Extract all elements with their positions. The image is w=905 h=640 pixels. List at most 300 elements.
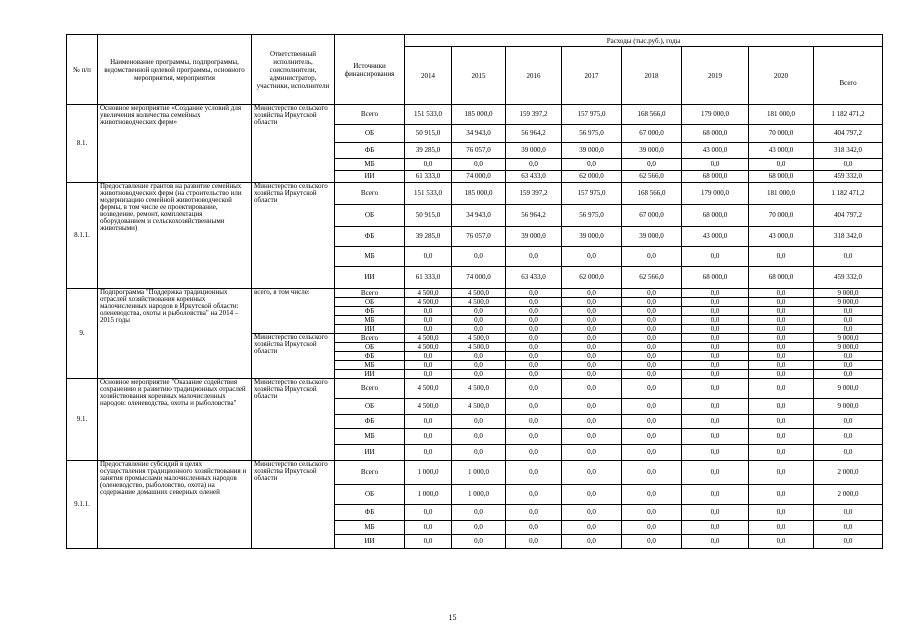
year-value: 0,0 — [622, 461, 682, 485]
year-value: 39 000,0 — [562, 227, 622, 247]
year-value: 0,0 — [749, 461, 814, 485]
year-value: 159 397,2 — [506, 183, 562, 205]
funding-source: Всего — [335, 105, 405, 125]
total-value: 2 000,0 — [814, 485, 883, 505]
total-value: 9 000,0 — [814, 399, 883, 415]
year-value: 0,0 — [452, 370, 506, 379]
year-value: 0,0 — [452, 159, 506, 171]
year-value: 181 000,0 — [749, 183, 814, 205]
year-value: 74 000,0 — [452, 267, 506, 289]
year-value: 39 285,0 — [405, 227, 452, 247]
row-number: 9.1.1. — [67, 461, 98, 549]
responsible-executor: Министерство сельского хозяйства Иркутской области — [254, 460, 328, 482]
funding-source: ИИ — [335, 370, 405, 379]
year-value: 0,0 — [622, 535, 682, 549]
year-value: 62 000,0 — [562, 267, 622, 289]
year-value: 0,0 — [622, 343, 682, 352]
year-value: 0,0 — [562, 415, 622, 429]
funding-source: Всего — [335, 461, 405, 485]
table-row — [67, 289, 883, 298]
year-value: 0,0 — [452, 535, 506, 549]
total-value: 0,0 — [814, 307, 883, 316]
funding-source: ОБ — [335, 343, 405, 352]
year-value: 61 333,0 — [405, 267, 452, 289]
year-value: 68 000,0 — [749, 267, 814, 289]
total-value: 318 342,0 — [814, 227, 883, 247]
year-value: 0,0 — [682, 461, 749, 485]
year-value: 0,0 — [562, 535, 622, 549]
year-value: 0,0 — [682, 379, 749, 399]
year-value: 0,0 — [506, 521, 562, 535]
year-value: 157 975,0 — [562, 183, 622, 205]
year-value: 43 000,0 — [682, 143, 749, 159]
page-number: 15 — [448, 613, 457, 622]
responsible-cell — [252, 334, 335, 379]
total-value: 0,0 — [814, 429, 883, 445]
funding-source: МБ — [335, 159, 405, 171]
year-value: 1 000,0 — [405, 485, 452, 505]
funding-source: МБ — [335, 521, 405, 535]
year-value: 56 975,0 — [562, 205, 622, 227]
funding-source: ФБ — [335, 227, 405, 247]
year-value: 0,0 — [749, 535, 814, 549]
year-value: 62 566,0 — [622, 267, 682, 289]
year-value: 185 000,0 — [452, 105, 506, 125]
year-value: 56 975,0 — [562, 125, 622, 143]
year-value: 0,0 — [622, 289, 682, 298]
year-value: 0,0 — [749, 334, 814, 343]
year-value: 4 500,0 — [452, 334, 506, 343]
total-value: 459 332,0 — [814, 171, 883, 183]
year-value: 0,0 — [749, 298, 814, 307]
responsible-executor: всего, в том числе: — [254, 288, 310, 296]
funding-source: ФБ — [335, 143, 405, 159]
table-header — [67, 35, 883, 105]
year-value: 0,0 — [622, 521, 682, 535]
year-value: 0,0 — [405, 307, 452, 316]
year-value: 0,0 — [452, 415, 506, 429]
year-value: 0,0 — [506, 289, 562, 298]
funding-source: ИИ — [335, 535, 405, 549]
total-value: 0,0 — [814, 535, 883, 549]
responsible-cell — [252, 105, 335, 183]
year-value: 76 057,0 — [452, 227, 506, 247]
total-value: 0,0 — [814, 325, 883, 334]
year-value: 62 566,0 — [622, 171, 682, 183]
funding-source: ОБ — [335, 298, 405, 307]
year-value: 0,0 — [622, 159, 682, 171]
year-value: 0,0 — [506, 415, 562, 429]
year-value: 0,0 — [452, 247, 506, 267]
funding-source: ФБ — [335, 307, 405, 316]
year-value: 68 000,0 — [682, 125, 749, 143]
year-value: 1 000,0 — [452, 485, 506, 505]
year-value: 70 000,0 — [749, 125, 814, 143]
year-value: 0,0 — [405, 370, 452, 379]
total-value: 0,0 — [814, 521, 883, 535]
year-value: 0,0 — [622, 399, 682, 415]
total-value: 2 000,0 — [814, 461, 883, 485]
year-value: 181 000,0 — [749, 105, 814, 125]
year-value: 0,0 — [506, 461, 562, 485]
total-value: 318 342,0 — [814, 143, 883, 159]
year-value: 0,0 — [682, 352, 749, 361]
year-value: 0,0 — [452, 445, 506, 461]
year-value: 0,0 — [405, 325, 452, 334]
year-value: 151 533,0 — [405, 105, 452, 125]
year-value: 0,0 — [405, 352, 452, 361]
year-value: 56 964,2 — [506, 205, 562, 227]
year-value: 70 000,0 — [749, 205, 814, 227]
year-value: 0,0 — [506, 316, 562, 325]
funding-source: ФБ — [335, 352, 405, 361]
year-value: 0,0 — [682, 370, 749, 379]
item-name: Подпрограмма "Поддержка традиционных отраслей хозяйствования коренных малочисленных народов в Иркутской области: оленеводства, охоты и рыболовства" на 2014 – 2015 годы — [100, 288, 239, 324]
year-value: 0,0 — [622, 445, 682, 461]
year-value: 0,0 — [506, 370, 562, 379]
year-value: 39 000,0 — [506, 143, 562, 159]
funding-source: Всего — [335, 334, 405, 343]
header-year: 2017 — [562, 47, 622, 105]
year-value: 0,0 — [452, 325, 506, 334]
year-value: 0,0 — [452, 361, 506, 370]
year-value: 39 000,0 — [622, 227, 682, 247]
funding-source: ОБ — [335, 205, 405, 227]
funding-source: ИИ — [335, 325, 405, 334]
year-value: 0,0 — [506, 379, 562, 399]
header-num: № п/п — [67, 35, 98, 105]
funding-source: ОБ — [335, 485, 405, 505]
year-value: 168 566,0 — [622, 183, 682, 205]
year-value: 0,0 — [622, 505, 682, 521]
total-value: 1 182 471,2 — [814, 105, 883, 125]
responsible-cell — [252, 183, 335, 289]
header-year: 2018 — [622, 47, 682, 105]
responsible-cell — [252, 379, 335, 461]
total-value: 0,0 — [814, 316, 883, 325]
year-value: 0,0 — [562, 307, 622, 316]
responsible-executor: Министерство сельского хозяйства Иркутской области — [254, 182, 328, 204]
year-value: 0,0 — [562, 505, 622, 521]
year-value: 179 000,0 — [682, 183, 749, 205]
row-number: 8.1.1. — [67, 183, 98, 289]
year-value: 0,0 — [506, 247, 562, 267]
header-total: Всего — [814, 47, 883, 105]
year-value: 39 000,0 — [562, 143, 622, 159]
year-value: 0,0 — [562, 159, 622, 171]
funding-source: МБ — [335, 429, 405, 445]
year-value: 0,0 — [682, 307, 749, 316]
year-value: 0,0 — [682, 445, 749, 461]
year-value: 68 000,0 — [682, 205, 749, 227]
year-value: 0,0 — [622, 415, 682, 429]
table-body — [67, 105, 883, 549]
total-value: 0,0 — [814, 159, 883, 171]
year-value: 0,0 — [405, 316, 452, 325]
year-value: 0,0 — [562, 247, 622, 267]
year-value: 0,0 — [506, 352, 562, 361]
year-value: 0,0 — [749, 247, 814, 267]
year-value: 4 500,0 — [452, 298, 506, 307]
year-value: 185 000,0 — [452, 183, 506, 205]
year-value: 0,0 — [405, 415, 452, 429]
total-value: 404 797,2 — [814, 125, 883, 143]
total-value: 0,0 — [814, 352, 883, 361]
year-value: 0,0 — [562, 316, 622, 325]
year-value: 0,0 — [562, 370, 622, 379]
year-value: 0,0 — [622, 298, 682, 307]
year-value: 0,0 — [749, 325, 814, 334]
year-value: 4 500,0 — [452, 379, 506, 399]
year-value: 0,0 — [682, 415, 749, 429]
year-value: 157 975,0 — [562, 105, 622, 125]
year-value: 168 566,0 — [622, 105, 682, 125]
year-value: 0,0 — [622, 247, 682, 267]
year-value: 61 333,0 — [405, 171, 452, 183]
item-name-cell — [98, 289, 252, 379]
year-value: 62 000,0 — [562, 171, 622, 183]
year-value: 0,0 — [622, 352, 682, 361]
year-value: 0,0 — [749, 316, 814, 325]
year-value: 0,0 — [622, 429, 682, 445]
year-value: 0,0 — [506, 361, 562, 370]
table-row — [67, 461, 883, 485]
year-value: 151 533,0 — [405, 183, 452, 205]
year-value: 0,0 — [749, 343, 814, 352]
year-value: 0,0 — [452, 352, 506, 361]
year-value: 0,0 — [682, 505, 749, 521]
year-value: 4 500,0 — [405, 289, 452, 298]
year-value: 0,0 — [622, 485, 682, 505]
year-value: 43 000,0 — [749, 143, 814, 159]
header-year: 2016 — [506, 47, 562, 105]
item-name-cell — [98, 183, 252, 289]
year-value: 0,0 — [622, 316, 682, 325]
year-value: 0,0 — [506, 325, 562, 334]
year-value: 179 000,0 — [682, 105, 749, 125]
year-value: 0,0 — [562, 361, 622, 370]
responsible-cell — [252, 461, 335, 549]
year-value: 0,0 — [562, 289, 622, 298]
year-value: 0,0 — [682, 159, 749, 171]
header-name: Наименование программы, подпрограммы, ведомственной целевой программы, основного мероприятия, мероприятия — [98, 35, 252, 105]
responsible-executor: Министерство сельского хозяйства Иркутской области — [254, 378, 328, 400]
year-value: 0,0 — [749, 521, 814, 535]
total-value: 0,0 — [814, 415, 883, 429]
year-value: 1 000,0 — [405, 461, 452, 485]
year-value: 0,0 — [749, 445, 814, 461]
year-value: 67 000,0 — [622, 205, 682, 227]
year-value: 0,0 — [749, 429, 814, 445]
year-value: 50 915,0 — [405, 125, 452, 143]
year-value: 4 500,0 — [405, 379, 452, 399]
year-value: 68 000,0 — [682, 171, 749, 183]
year-value: 74 000,0 — [452, 171, 506, 183]
year-value: 68 000,0 — [749, 171, 814, 183]
row-number: 8.1. — [67, 105, 98, 183]
year-value: 0,0 — [749, 352, 814, 361]
year-value: 0,0 — [452, 307, 506, 316]
year-value: 0,0 — [506, 485, 562, 505]
funding-source: ОБ — [335, 125, 405, 143]
year-value: 0,0 — [452, 505, 506, 521]
year-value: 0,0 — [562, 445, 622, 461]
header-sources: Источники финансирования — [335, 35, 405, 105]
row-number: 9.1. — [67, 379, 98, 461]
year-value: 0,0 — [682, 343, 749, 352]
year-value: 0,0 — [506, 429, 562, 445]
year-value: 43 000,0 — [682, 227, 749, 247]
item-name-cell — [98, 379, 252, 461]
year-value: 0,0 — [506, 334, 562, 343]
funding-source: ИИ — [335, 267, 405, 289]
year-value: 0,0 — [682, 521, 749, 535]
funding-source: ФБ — [335, 415, 405, 429]
total-value: 0,0 — [814, 361, 883, 370]
item-name: Предоставление субсидий в целях осуществления традиционного хозяйствования и занятия промыслами малочисленных народов (оленеводство, рыболовство, охота) на содержание домашних северных оленей — [100, 460, 247, 496]
year-value: 0,0 — [452, 316, 506, 325]
year-value: 67 000,0 — [622, 125, 682, 143]
year-value: 0,0 — [682, 289, 749, 298]
year-value: 0,0 — [682, 361, 749, 370]
year-value: 0,0 — [405, 521, 452, 535]
year-value: 68 000,0 — [682, 267, 749, 289]
year-value: 4 500,0 — [405, 399, 452, 415]
year-value: 0,0 — [749, 361, 814, 370]
year-value: 0,0 — [405, 505, 452, 521]
year-value: 0,0 — [562, 352, 622, 361]
year-value: 0,0 — [452, 429, 506, 445]
year-value: 0,0 — [622, 361, 682, 370]
year-value: 0,0 — [749, 415, 814, 429]
year-value: 56 964,2 — [506, 125, 562, 143]
year-value: 0,0 — [506, 399, 562, 415]
total-value: 0,0 — [814, 445, 883, 461]
year-value: 63 433,0 — [506, 267, 562, 289]
year-value: 0,0 — [682, 429, 749, 445]
table-row — [67, 105, 883, 125]
funding-source: МБ — [335, 361, 405, 370]
year-value: 39 000,0 — [622, 143, 682, 159]
header-year: 2020 — [749, 47, 814, 105]
header-responsible: Ответственный исполнитель, соисполнители, администратор, участники, исполнители — [252, 35, 335, 105]
year-value: 1 000,0 — [452, 461, 506, 485]
year-value: 0,0 — [682, 485, 749, 505]
total-value: 0,0 — [814, 505, 883, 521]
year-value: 0,0 — [749, 399, 814, 415]
year-value: 43 000,0 — [749, 227, 814, 247]
year-value: 0,0 — [682, 247, 749, 267]
year-value: 0,0 — [749, 159, 814, 171]
year-value: 0,0 — [749, 485, 814, 505]
year-value: 0,0 — [622, 379, 682, 399]
total-value: 9 000,0 — [814, 289, 883, 298]
header-expenses: Расходы (тыс.руб.), годы — [405, 35, 883, 47]
year-value: 0,0 — [506, 298, 562, 307]
year-value: 0,0 — [622, 334, 682, 343]
funding-source: МБ — [335, 247, 405, 267]
total-value: 9 000,0 — [814, 343, 883, 352]
responsible-executor: Министерство сельского хозяйства Иркутской области — [254, 104, 328, 126]
year-value: 0,0 — [506, 505, 562, 521]
year-value: 34 943,0 — [452, 205, 506, 227]
total-value: 9 000,0 — [814, 379, 883, 399]
year-value: 0,0 — [622, 370, 682, 379]
year-value: 0,0 — [562, 298, 622, 307]
item-name-cell — [98, 461, 252, 549]
year-value: 4 500,0 — [405, 343, 452, 352]
year-value: 0,0 — [405, 159, 452, 171]
header-year: 2015 — [452, 47, 506, 105]
year-value: 0,0 — [749, 379, 814, 399]
year-value: 0,0 — [562, 521, 622, 535]
item-name-cell — [98, 105, 252, 183]
year-value: 34 943,0 — [452, 125, 506, 143]
header-year: 2014 — [405, 47, 452, 105]
funding-source: ФБ — [335, 505, 405, 521]
year-value: 4 500,0 — [452, 399, 506, 415]
year-value: 0,0 — [452, 521, 506, 535]
year-value: 50 915,0 — [405, 205, 452, 227]
funding-source: Всего — [335, 183, 405, 205]
year-value: 0,0 — [622, 325, 682, 334]
year-value: 0,0 — [506, 535, 562, 549]
funding-source: ИИ — [335, 445, 405, 461]
total-value: 404 797,2 — [814, 205, 883, 227]
year-value: 63 433,0 — [506, 171, 562, 183]
year-value: 0,0 — [682, 325, 749, 334]
year-value: 0,0 — [682, 334, 749, 343]
year-value: 4 500,0 — [452, 289, 506, 298]
total-value: 1 182 471,2 — [814, 183, 883, 205]
year-value: 0,0 — [622, 307, 682, 316]
year-value: 0,0 — [506, 445, 562, 461]
year-value: 0,0 — [506, 343, 562, 352]
total-value: 9 000,0 — [814, 298, 883, 307]
total-value: 459 332,0 — [814, 267, 883, 289]
total-value: 0,0 — [814, 247, 883, 267]
year-value: 0,0 — [749, 370, 814, 379]
row-number: 9. — [67, 289, 98, 379]
year-value: 0,0 — [405, 247, 452, 267]
year-value: 0,0 — [562, 399, 622, 415]
year-value: 0,0 — [562, 461, 622, 485]
year-value: 0,0 — [506, 307, 562, 316]
year-value: 0,0 — [749, 505, 814, 521]
table-row — [67, 379, 883, 399]
year-value: 4 500,0 — [405, 298, 452, 307]
year-value: 0,0 — [405, 361, 452, 370]
year-value: 0,0 — [405, 445, 452, 461]
year-value: 0,0 — [506, 159, 562, 171]
item-name: Основное мероприятие «Создание условий для увеличения количества семейных животноводческих ферм» — [100, 104, 242, 126]
year-value: 0,0 — [749, 289, 814, 298]
year-value: 0,0 — [562, 429, 622, 445]
year-value: 39 285,0 — [405, 143, 452, 159]
budget-table — [66, 34, 883, 549]
year-value: 76 057,0 — [452, 143, 506, 159]
year-value: 0,0 — [682, 316, 749, 325]
item-name: Основное мероприятие "Оказание содействия сохранению и развитию традиционных отраслей хозяйствования коренных малочисленных народов: оленеводства, охоты и рыболовства" — [100, 378, 246, 407]
responsible-executor: Министерство сельского хозяйства Иркутской области — [254, 333, 328, 355]
year-value: 0,0 — [562, 334, 622, 343]
funding-source: ОБ — [335, 399, 405, 415]
year-value: 39 000,0 — [506, 227, 562, 247]
item-name: Предоставление грантов на развитие семейных животноводческих ферм (на строительство или модернизацию семейной животноводческой фермы, в том числе ее проектирование, возведение, ремонт, комплектация оборудованием и сельскохозяйственными животными) — [100, 182, 242, 232]
funding-source: ИИ — [335, 171, 405, 183]
year-value: 0,0 — [749, 307, 814, 316]
header-year: 2019 — [682, 47, 749, 105]
